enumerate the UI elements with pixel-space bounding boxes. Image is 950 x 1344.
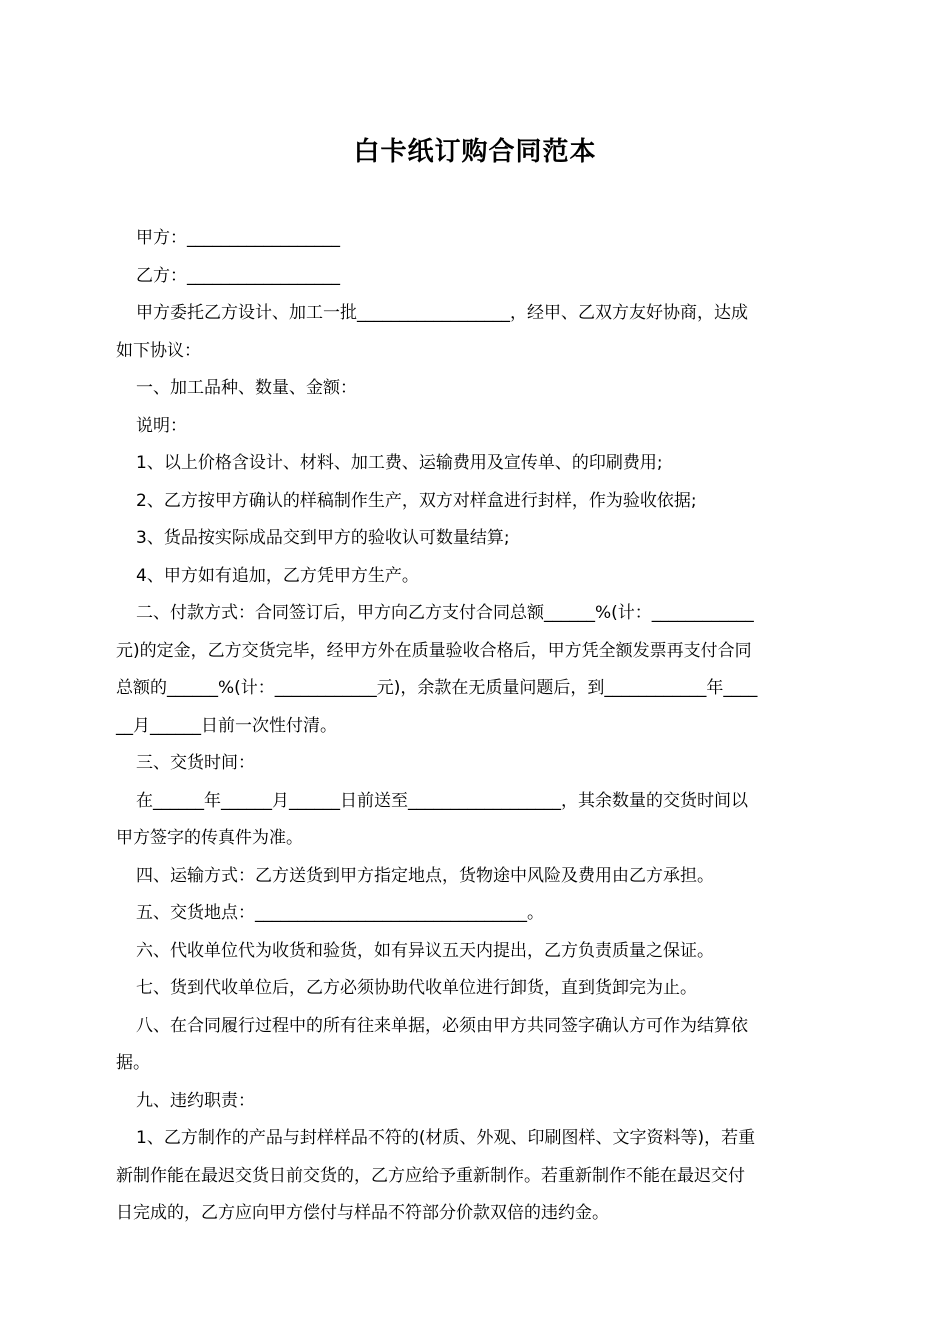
paragraph-line: 新制作能在最迟交货日前交货的，乙方应给予重新制作。若重新制作不能在最迟交付	[116, 1165, 745, 1186]
list-item: 1、乙方制作的产品与封样样品不符的(材质、外观、印刷图样、文字资料等)，若重	[136, 1128, 756, 1148]
paragraph-line: __月______日前一次性付清。	[116, 715, 337, 736]
section-heading: 一、加工品种、数量、金额：	[136, 378, 357, 398]
section-heading: 七、货到代收单位后，乙方必须协助代收单位进行卸货，直到货卸完为止。	[136, 978, 697, 998]
section-heading: 九、违约职责：	[136, 1090, 255, 1111]
section-heading: 八、在合同履行过程中的所有往来单据，必须由甲方共同签字确认方可作为结算依	[136, 1015, 748, 1036]
section-heading: 五、交货地点：________________________________。	[136, 903, 544, 923]
party-a-line: 甲方：__________________	[136, 228, 340, 248]
party-b-line: 乙方：__________________	[136, 265, 340, 286]
paragraph-line: 在______年______月______日前送至__________________，其余数量的交货时间以	[136, 790, 748, 811]
paragraph-line: 说明：	[136, 415, 187, 436]
section-heading: 四、运输方式：乙方送货到甲方指定地点，货物途中风险及费用由乙方承担。	[136, 865, 714, 886]
contract-body	[116, 220, 838, 1233]
paragraph-line: 甲方委托乙方设计、加工一批__________________，经甲、乙双方友好协商，达成	[136, 303, 748, 323]
list-item: 3、货品按实际成品交到甲方的验收认可数量结算;	[136, 528, 510, 548]
paragraph-line: 日完成的，乙方应向甲方偿付与样品不符部分价款双倍的违约金。	[116, 1203, 609, 1223]
paragraph-line: 甲方签字的传真件为准。	[116, 828, 303, 848]
section-heading: 二、付款方式：合同签订后，甲方向乙方支付合同总额______%(计：____________	[136, 603, 754, 623]
paragraph-line: 元)的定金，乙方交货完毕，经甲方外在质量验收合格后，甲方凭全额发票再支付合同	[116, 640, 752, 661]
document-title: 白卡纸订购合同范本	[353, 137, 597, 167]
paragraph-line: 如下协议：	[116, 340, 201, 361]
paragraph-line: 总额的______%(计：____________元)，余款在无质量问题后，到____________年____	[116, 678, 758, 698]
list-item: 1、以上价格含设计、材料、加工费、运输费用及宣传单、的印刷费用;	[136, 453, 663, 473]
section-heading: 三、交货时间：	[136, 753, 255, 773]
section-heading: 六、代收单位代为收货和验货，如有异议五天内提出，乙方负责质量之保证。	[136, 940, 714, 961]
list-item: 4、甲方如有追加，乙方凭甲方生产。	[136, 565, 419, 586]
paragraph-line: 据。	[116, 1053, 150, 1073]
list-item: 2、乙方按甲方确认的样稿制作生产，双方对样盒进行封样，作为验收依据;	[136, 490, 697, 511]
